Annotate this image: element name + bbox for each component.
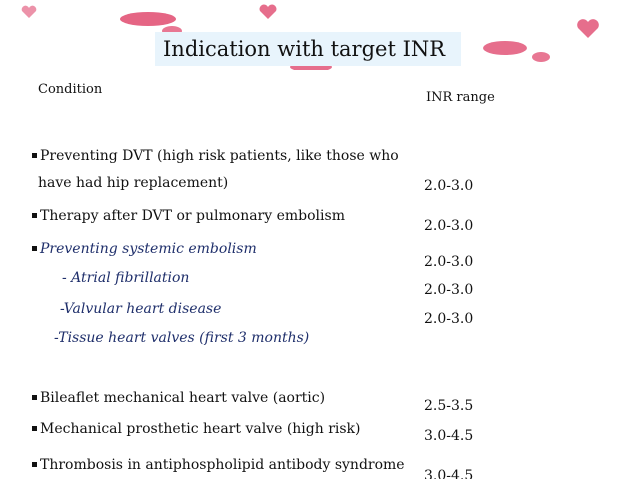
row-bileaflet-valve: Bileaflet mechanical heart valve (aortic)	[32, 390, 325, 406]
slide-title: Indication with target INR	[155, 32, 461, 66]
heart-decoration-icon	[575, 18, 601, 40]
row-mechanical-valve: Mechanical prosthetic heart valve (high risk)	[32, 421, 361, 437]
bullet-icon	[32, 426, 37, 431]
sub-atrial-fibrillation: - Atrial fibrillation	[62, 270, 190, 286]
row-dvt-prevention-line1: Preventing DVT (high risk patients, like those who	[32, 148, 399, 164]
inr-dvt-prevention: 2.0-3.0	[424, 178, 474, 194]
header-condition: Condition	[38, 82, 103, 97]
bullet-icon	[32, 462, 37, 467]
inr-valvular-heart-disease: 2.0-3.0	[424, 282, 474, 298]
sub-tissue-heart-valves: -Tissue heart valves (first 3 months)	[54, 330, 310, 346]
bullet-icon	[32, 213, 37, 218]
bullet-icon	[32, 246, 37, 251]
heart-decoration-icon	[530, 50, 552, 64]
heart-decoration-icon	[480, 38, 530, 58]
inr-dvt-therapy: 2.0-3.0	[424, 218, 474, 234]
row-dvt-prevention-line2: have had hip replacement)	[38, 175, 229, 191]
bullet-icon	[32, 153, 37, 158]
row-dvt-therapy: Therapy after DVT or pulmonary embolism	[32, 208, 345, 224]
bullet-icon	[32, 395, 37, 400]
heart-decoration-icon	[20, 5, 38, 19]
inr-atrial-fibrillation: 2.0-3.0	[424, 254, 474, 270]
header-inr-range: INR range	[426, 90, 495, 105]
inr-bileaflet-valve: 2.5-3.5	[424, 398, 474, 414]
row-systemic-embolism: Preventing systemic embolism	[32, 241, 257, 257]
sub-valvular-heart-disease: -Valvular heart disease	[60, 301, 222, 317]
heart-decoration-icon	[258, 4, 278, 20]
row-antiphospholipid: Thrombosis in antiphospholipid antibody syndrome	[32, 457, 405, 473]
inr-mechanical-valve: 3.0-4.5	[424, 428, 474, 444]
inr-table	[30, 70, 638, 479]
inr-antiphospholipid: 3.0-4.5	[424, 468, 474, 479]
inr-tissue-heart-valves: 2.0-3.0	[424, 311, 474, 327]
